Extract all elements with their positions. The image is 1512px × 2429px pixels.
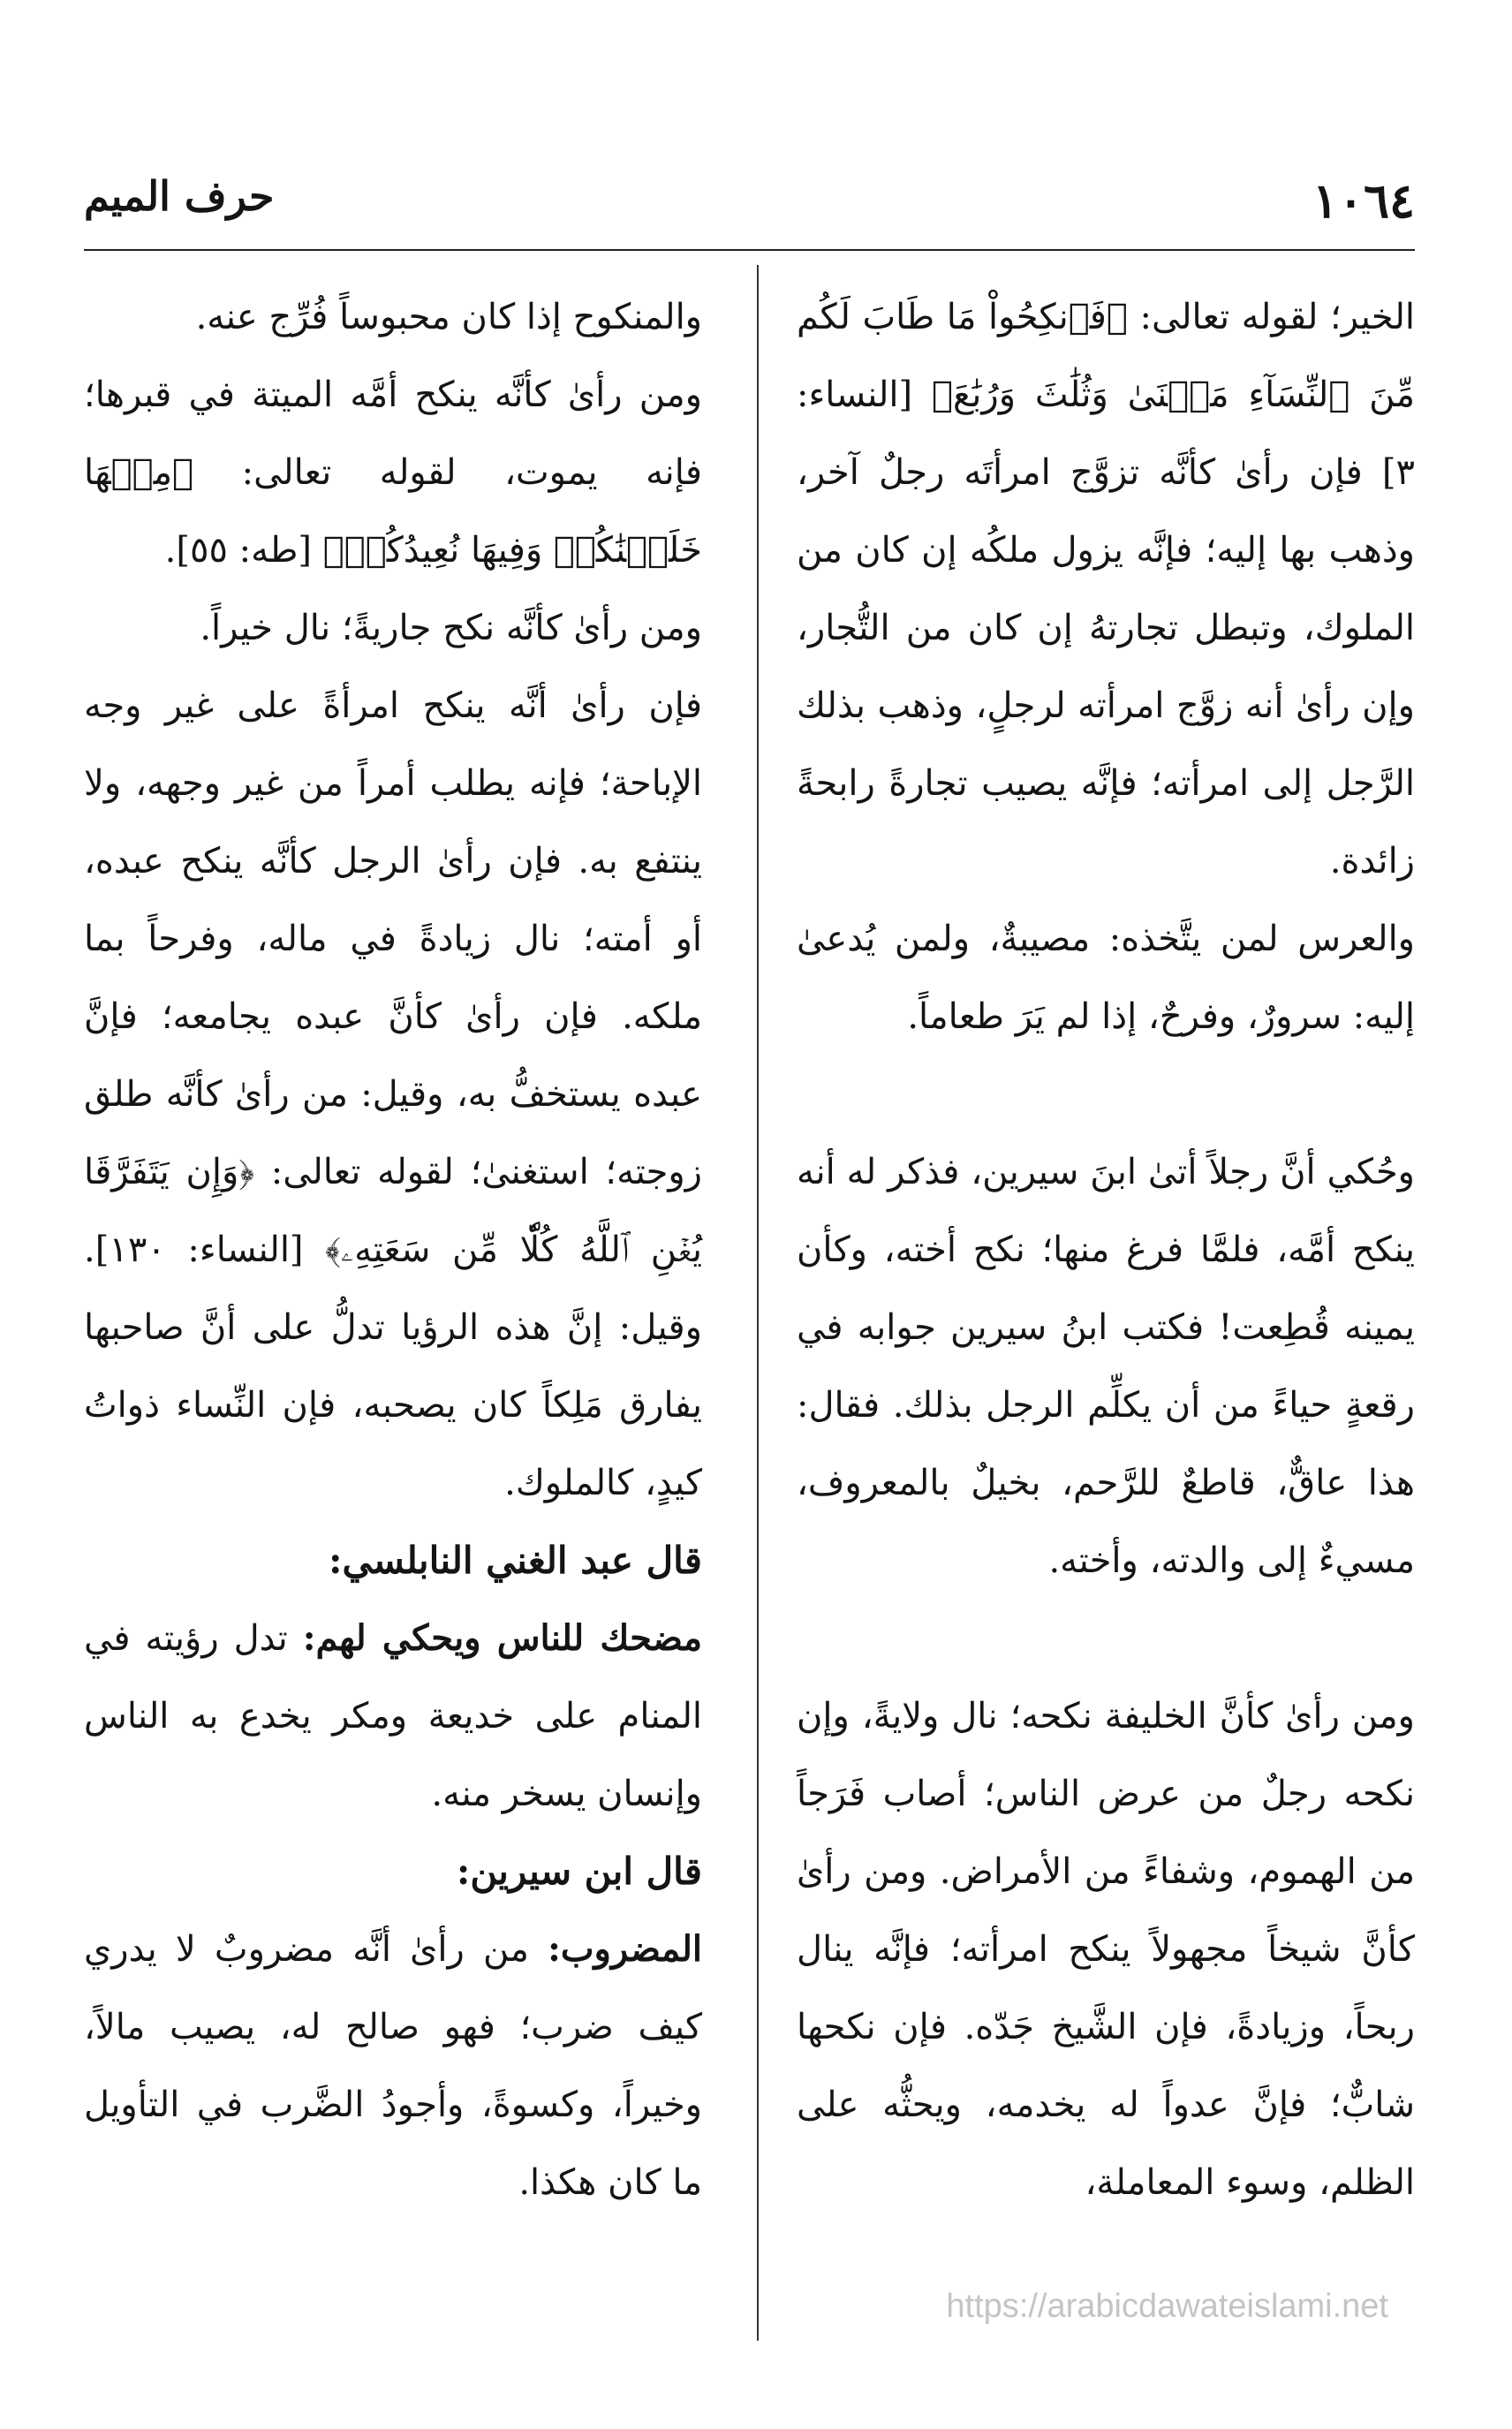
running-head: حرف الميم (84, 172, 275, 220)
dictionary-entry (84, 1600, 702, 1833)
entry-text: من رأىٰ أنَّه مضروبٌ لا يدري كيف ضرب؛ فهو صالح له، يصيب مالاً، وخيراً، وكسوةً، وأجودُ الضَّرب في التأويل ما كان هكذا. (84, 1929, 702, 2203)
paragraph: الخير؛ لقوله تعالى: ﴿فَٱنكِحُواْ مَا طَابَ لَكُم مِّنَ ٱلنِّسَآءِ مَثۡنَىٰ وَثُلَٰثَ وَرُبَٰعَ﴾ [النساء: ٣] فإن رأىٰ كأنَّه تزوَّج امرأتَه رجلٌ آخر، وذهب بها إليه؛ فإنَّه يزول ملكُه إن كان من الملوك، وتبطل تجارتهُ إن كان من التُّجار، وإن رأىٰ أنه زوَّج امرأته لرجلٍ، وذهب بذلك الرَّجل إلى امرأته؛ فإنَّه يصيب تجارةً رابحةً زائدة. (797, 297, 1415, 882)
paragraph: والمنكوح إذا كان محبوساً فُرِّج عنه. (195, 297, 702, 337)
paragraph: فإن رأىٰ أنَّه ينكح امرأةً على غير وجه الإباحة؛ فإنه يطلب أمراً من غير وجهه، ولا ينتفع به. فإن رأىٰ الرجل كأنَّه ينكح عبده، أو أمته؛ نال زيادةً في ماله، وفرحاً بما ملكه. فإن رأىٰ كأنَّ عبده يجامعه؛ فإنَّ عبده يستخفُّ به، وقيل: من رأىٰ كأنَّه طلق زوجته؛ استغنىٰ؛ لقوله تعالى: ﴿وَإِن يَتَفَرَّقَا يُغۡنِ ٱللَّهُ كُلّٗا مِّن سَعَتِهِۦ﴾ [النساء: ١٣٠]. وقيل: إنَّ هذه الرؤيا تدلُّ على أنَّ صاحبها يفارق مَلِكاً كان يصحبه، فإن النِّساء ذواتُ كيدٍ، كالملوك. (84, 685, 702, 1503)
paragraph: ومن رأىٰ كأنَّه نكح جاريةً؛ نال خيراً. (200, 608, 702, 648)
dictionary-entry (84, 1911, 702, 2221)
paragraph: والعرس لمن يتَّخذه: مصيبةٌ، ولمن يُدعىٰ إليه: سرورٌ، وفرحٌ، إذا لم يَرَ طعاماً. (797, 919, 1415, 1037)
paragraph: ومن رأىٰ كأنَّ الخليفة نكحه؛ نال ولايةً، وإن نكحه رجلٌ من عرض الناس؛ أصاب فَرَجاً من الهموم، وشفاءً من الأمراض. ومن رأىٰ كأنَّ شيخاً مجهولاً ينكح امرأته؛ فإنَّه ينال ربحاً، وزيادةً، فإن الشَّيخ جَدّه. فإن نكحها شابٌّ؛ فإنَّ عدواً له يخدمه، ويحثُّه على الظلم، وسوء المعاملة، (797, 1696, 1415, 2203)
entry-term: مضحك للناس ويحكي لهم: (302, 1617, 702, 1659)
paragraph: ومن رأىٰ كأنَّه ينكح أمَّه الميتة في قبرها؛ فإنه يموت، لقوله تعالى: ﴿مِنۡهَا خَلَقۡنَٰكُمۡ وَفِيهَا نُعِيدُكُمۡ﴾ [طه: ٥٥]. (84, 375, 702, 571)
section-heading: قال ابن سيرين: (456, 1850, 702, 1893)
right-column (797, 278, 1415, 2221)
watermark-url: https://arabicdawateislami.net (946, 2288, 1388, 2325)
header-rule (84, 249, 1415, 251)
entry-term: المضروب: (548, 1928, 702, 1970)
paragraph: وحُكي أنَّ رجلاً أتىٰ ابنَ سيرين، فذكر له أنه ينكح أمَّه، فلمَّا فرغ منها؛ نكح أخته، وكأن يمينه قُطِعت! فكتب ابنُ سيرين جوابه في رقعةٍ حياءً من أن يكلِّم الرجل بذلك. فقال: هذا عاقٌّ، قاطعٌ للرَّحم، بخيلٌ بالمعروف، مسيءٌ إلى والدته، وأخته. (797, 1152, 1415, 1581)
page-number: ١٠٦٤ (1312, 172, 1415, 229)
left-column (84, 278, 702, 2221)
column-divider (757, 265, 759, 2341)
entry-text: تدل رؤيته في المنام على خديعة ومكر يخدع به الناس وإنسان يسخر منه. (84, 1618, 702, 1814)
page-header (84, 172, 1415, 243)
section-heading: قال عبد الغني النابلسي: (329, 1539, 702, 1582)
